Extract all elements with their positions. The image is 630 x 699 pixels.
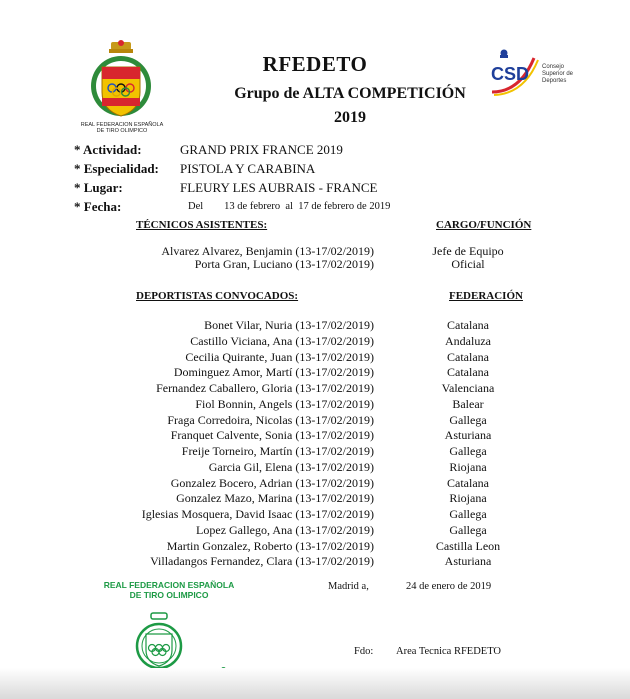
field-label-especialidad: * Especialidad:: [74, 161, 159, 176]
athlete-name: Villadangos Fernandez, Clara (13-17/02/2019): [150, 554, 374, 568]
signature-date: 24 de enero de 2019: [406, 581, 492, 592]
athlete-name: Dominguez Amor, Martí (13-17/02/2019): [173, 365, 374, 379]
field-value-especialidad: PISTOLA Y CARABINA: [180, 161, 316, 176]
stamp-seal: [134, 612, 184, 670]
tecnico-name: Porta Gran, Luciano (13-17/02/2019): [194, 257, 374, 271]
federation-logo-caption: [76, 122, 168, 134]
athlete-federation: Riojana: [449, 460, 487, 474]
tecnicos-heading: TÉCNICOS ASISTENTES:: [136, 219, 268, 231]
athlete-federation: Balear: [452, 397, 484, 411]
athlete-federation: Gallega: [449, 523, 487, 537]
athlete-federation: Catalana: [447, 365, 489, 379]
cargo-heading: CARGO/FUNCIÓN: [436, 219, 532, 231]
field-value-actividad: GRAND PRIX FRANCE 2019: [180, 142, 343, 157]
deportistas-heading: DEPORTISTAS CONVOCADOS:: [136, 290, 299, 302]
tecnico-role: Oficial: [451, 257, 485, 271]
athlete-name: Fiol Bonnin, Angels (13-17/02/2019): [195, 397, 374, 411]
athlete-name: Iglesias Mosquera, David Isaac (13-17/02/2019): [141, 507, 374, 521]
csd-caption-3: Deportes: [542, 78, 567, 84]
signature-label: Fdo:: [354, 646, 374, 657]
athlete-name: Cecilia Quirante, Juan (13-17/02/2019): [185, 350, 374, 364]
field-label-actividad: * Actividad:: [74, 142, 142, 157]
athlete-federation: Catalana: [447, 318, 489, 332]
athlete-federation: Asturiana: [444, 554, 492, 568]
place-label: Madrid a,: [328, 581, 369, 592]
csd-logo: [490, 48, 582, 96]
athlete-federation: Gallega: [449, 413, 487, 427]
csd-caption-1: Consejo: [542, 64, 565, 70]
stamp-text: [88, 580, 250, 600]
tecnico-role: Jefe de Equipo: [432, 244, 504, 258]
document-subtitle: Grupo de ALTA COMPETICIÓN: [234, 85, 466, 102]
athlete-federation: Catalana: [447, 350, 489, 364]
athlete-name: Fernandez Caballero, Gloria (13-17/02/2019): [156, 381, 374, 395]
csd-caption-2: Superior de: [542, 71, 574, 77]
athlete-federation: Asturiana: [444, 428, 492, 442]
field-label-lugar: * Lugar:: [74, 180, 123, 195]
tecnico-name: Alvarez Alvarez, Benjamin (13-17/02/2019): [161, 244, 374, 258]
athlete-name: Garcia Gil, Elena (13-17/02/2019): [208, 460, 374, 474]
athlete-federation: Gallega: [449, 444, 487, 458]
athlete-federation: Andaluza: [445, 334, 491, 348]
document-title: RFEDETO: [262, 52, 368, 76]
csd-wordmark: CSD: [491, 64, 530, 84]
athlete-name: Franquet Calvente, Sonia (13-17/02/2019): [170, 428, 374, 442]
athlete-federation: Castilla Leon: [435, 539, 501, 553]
caption-line-2: DE TIRO OLIMPICO: [96, 128, 148, 134]
athlete-name: Martin Gonzalez, Roberto (13-17/02/2019): [166, 539, 374, 553]
athlete-federation: Valenciana: [441, 381, 495, 395]
athlete-name: Bonet Vilar, Nuria (13-17/02/2019): [204, 318, 374, 332]
field-label-fecha: * Fecha:: [74, 199, 122, 214]
athlete-name: Castillo Viciana, Ana (13-17/02/2019): [190, 334, 374, 348]
athlete-federation: Catalana: [447, 476, 489, 490]
caption-line-1: REAL FEDERACION ESPAÑOLA: [80, 122, 164, 128]
field-value-lugar: FLEURY LES AUBRAIS - FRANCE: [180, 180, 378, 195]
document-year: 2019: [334, 109, 366, 126]
stamp-line-2: DE TIRO OLIMPICO: [129, 590, 209, 600]
athlete-name: Gonzalez Mazo, Marina (13-17/02/2019): [176, 491, 374, 505]
athlete-name: Freije Torneiro, Martín (13-17/02/2019): [181, 444, 374, 458]
stamp-line-1: REAL FEDERACION ESPAÑOLA: [103, 580, 235, 590]
page-bottom-shadow: [0, 668, 630, 699]
athlete-federation: Riojana: [449, 491, 487, 505]
athlete-federation: Gallega: [449, 507, 487, 521]
athlete-name: Gonzalez Bocero, Adrian (13-17/02/2019): [170, 476, 374, 490]
field-value-fecha: Del 13 de febrero al 17 de febrero de 2019: [188, 201, 391, 212]
athlete-name: Fraga Corredoira, Nicolas (13-17/02/2019): [167, 413, 374, 427]
signer-name: Area Tecnica RFEDETO: [396, 646, 502, 657]
federacion-heading: FEDERACIÓN: [449, 290, 523, 302]
athlete-name: Lopez Gallego, Ana (13-17/02/2019): [196, 523, 374, 537]
